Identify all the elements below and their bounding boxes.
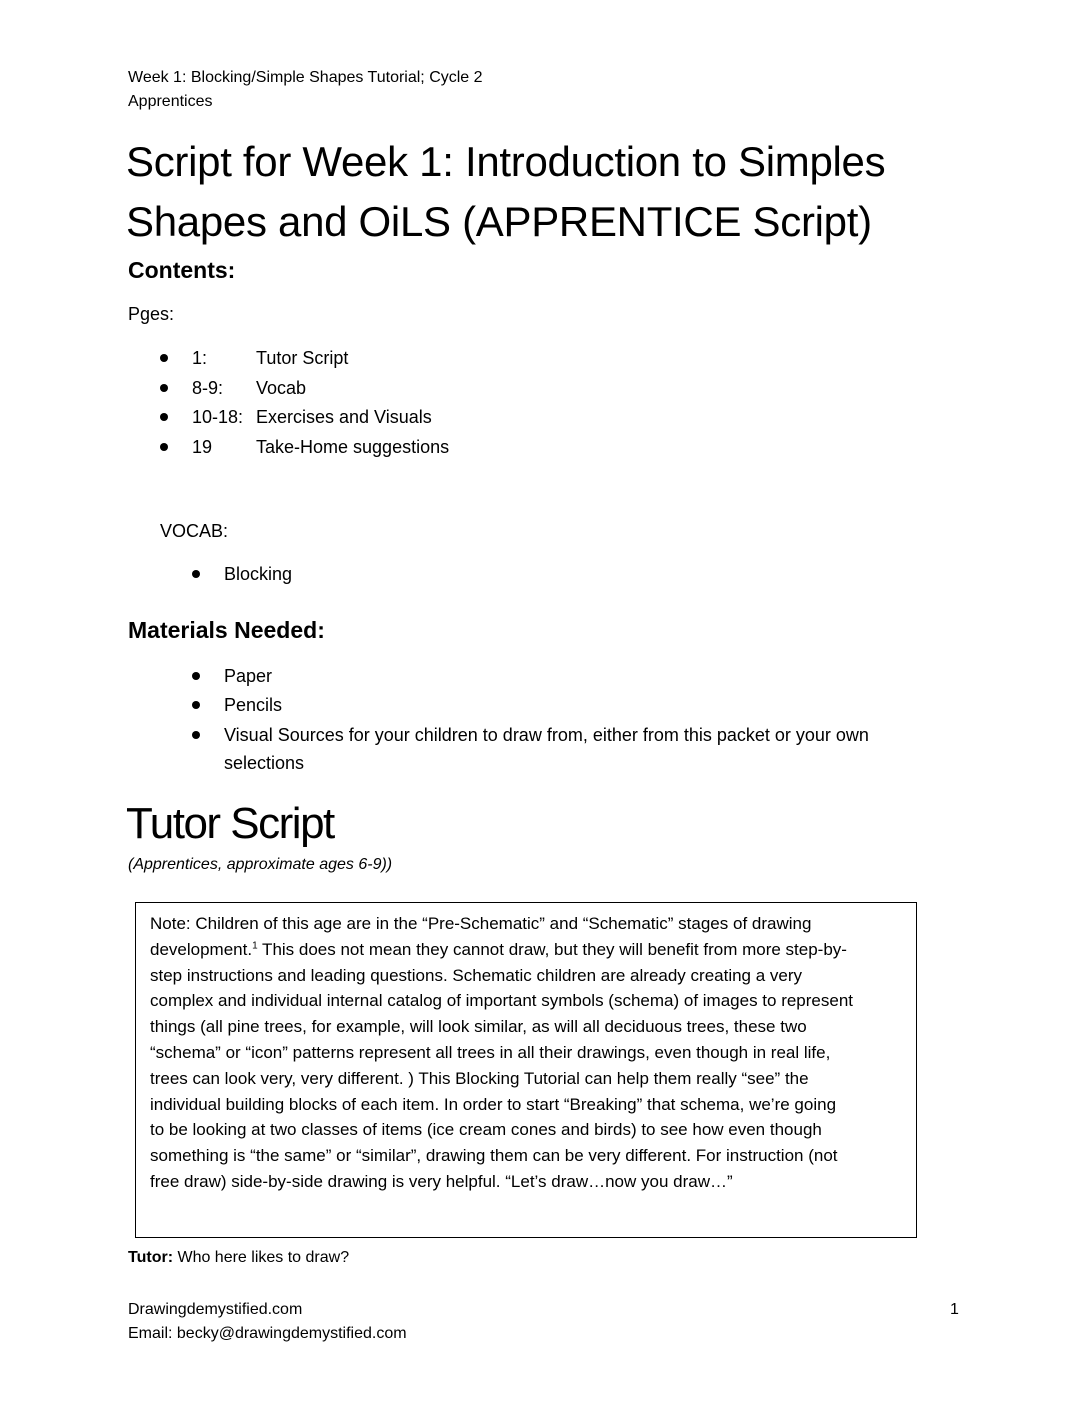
vocab-label: VOCAB: <box>160 521 229 541</box>
list-item <box>160 346 660 376</box>
contents-list <box>160 346 660 464</box>
list-item <box>192 664 972 693</box>
tutor-script-subtitle: (Apprentices, approximate ages 6-9)) <box>128 856 393 873</box>
materials-list <box>192 664 972 779</box>
bullet-icon <box>192 672 200 680</box>
note-box <box>135 902 917 1238</box>
note-text-segment: This does not mean they cannot draw, but they will benefit from more step-by- <box>257 939 847 959</box>
list-item <box>160 405 660 435</box>
page-number-footer: 1 <box>950 1301 959 1318</box>
header-line-2: Apprentices <box>128 93 213 110</box>
title-line-2: Shapes and OiLS (APPRENTICE Script) <box>126 198 872 245</box>
bullet-icon <box>160 384 168 392</box>
material-item: Pencils <box>224 695 283 715</box>
note-line: individual building blocks of each item. In order to start “Breaking” that schema, we’re going <box>150 1094 837 1114</box>
bullet-icon <box>160 413 168 421</box>
note-line: “schema” or “icon” patterns represent all trees in all their drawings, even though in real life, <box>150 1042 831 1062</box>
bullet-icon <box>192 731 200 739</box>
note-line <box>150 937 910 963</box>
note-text <box>150 911 910 1195</box>
note-line: something is “the same” or “similar”, drawing them can be very different. For instruction (not <box>150 1146 838 1166</box>
note-line: to be looking at two classes of items (ice cream cones and birds) to see how even though <box>150 1120 822 1140</box>
page-number: 19 <box>192 436 213 457</box>
bullet-icon <box>160 354 168 362</box>
section-name: Exercises and Visuals <box>256 407 432 427</box>
document-title <box>126 132 1026 252</box>
page-number: 8-9: <box>192 377 224 398</box>
list-item <box>192 562 592 591</box>
list-item <box>192 693 972 723</box>
materials-heading: Materials Needed: <box>128 617 325 643</box>
vocab-term: Blocking <box>224 564 293 584</box>
page-number: 1: <box>192 348 208 368</box>
material-item: Paper <box>224 666 273 686</box>
note-text-segment: development. <box>150 939 253 959</box>
list-item <box>192 723 972 751</box>
dialogue-text: Who here likes to draw? <box>173 1249 350 1266</box>
vocab-list <box>192 562 592 591</box>
bullet-icon <box>192 570 200 578</box>
section-name: Tutor Script <box>256 348 349 368</box>
note-line: things (all pine trees, for example, will look similar, as will all deciduous trees, these two <box>150 1017 807 1037</box>
page-number: 10-18: <box>192 407 244 427</box>
list-item-continuation <box>192 751 972 779</box>
material-item: Visual Sources for your children to draw from, either from this packet or your own <box>224 724 869 745</box>
note-line: free draw) side-by-side drawing is very helpful. “Let’s draw…now you draw…” <box>150 1171 733 1191</box>
title-line-1: Script for Week 1: Introduction to Simples <box>126 138 886 185</box>
note-line: complex and individual internal catalog of important symbols (schema) of images to represent <box>150 991 854 1011</box>
footer-site: Drawingdemystified.com <box>128 1301 303 1318</box>
bullet-icon <box>160 443 168 451</box>
material-item-continuation: selections <box>224 752 305 773</box>
page-footer <box>128 1298 407 1346</box>
note-line: trees can look very, very different. ) This Blocking Tutorial can help them really “see” the <box>150 1068 809 1088</box>
contents-heading: Contents: <box>128 257 236 283</box>
tutor-dialogue-line <box>128 1246 349 1270</box>
note-line: step instructions and leading questions. Schematic children are already creating a very <box>150 965 803 985</box>
speaker-label: Tutor: <box>128 1249 174 1266</box>
pages-label: Pges: <box>128 304 175 324</box>
tutor-script-heading: Tutor Script <box>126 799 334 848</box>
footnote-mark: 1 <box>252 940 258 952</box>
note-line: Note: Children of this age are in the “Pre-Schematic” and “Schematic” stages of drawing <box>150 914 812 933</box>
bullet-icon <box>192 701 200 709</box>
footer-email: Email: becky@drawingdemystified.com <box>128 1325 407 1342</box>
header-line-1: Week 1: Blocking/Simple Shapes Tutorial; Cycle 2 <box>128 69 483 86</box>
list-item <box>160 435 660 465</box>
section-name: Vocab <box>256 377 307 398</box>
list-item <box>160 376 660 406</box>
section-name: Take-Home suggestions <box>256 436 450 457</box>
running-header <box>128 66 483 114</box>
